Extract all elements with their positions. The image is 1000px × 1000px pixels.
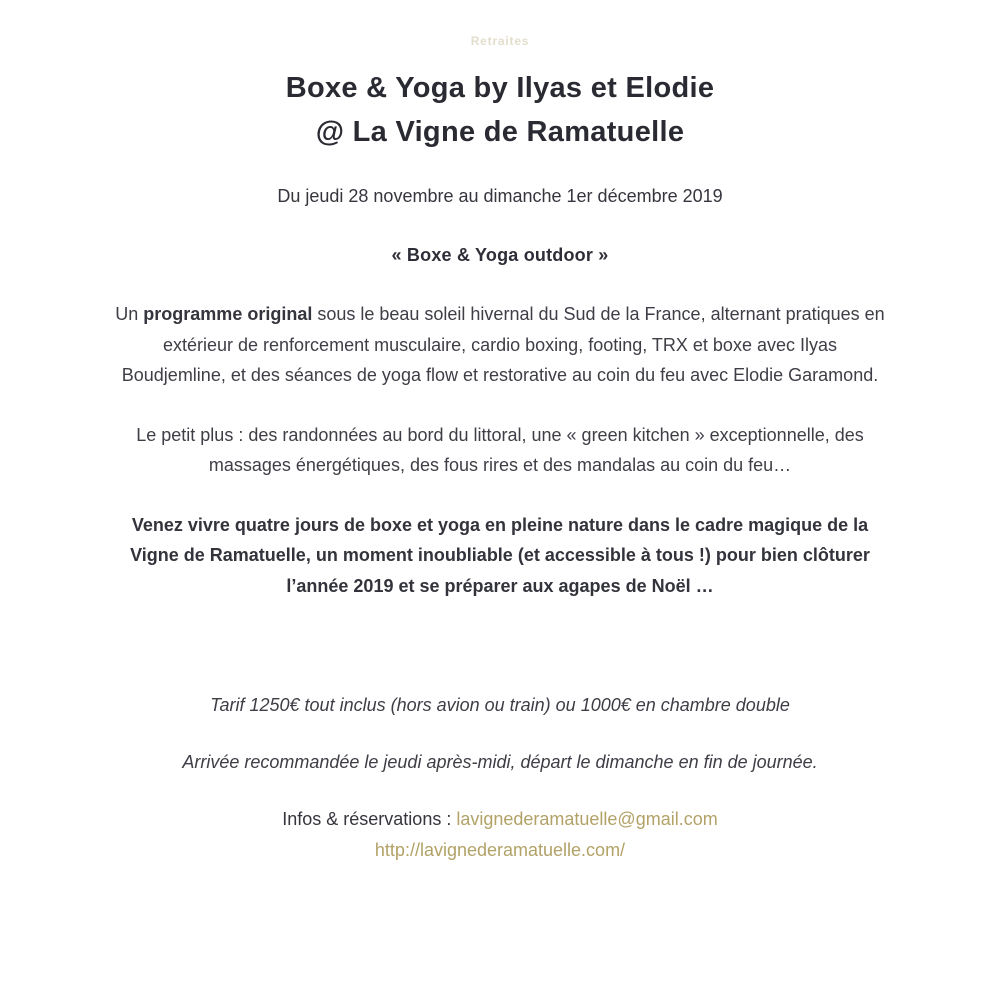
paragraph-program-suffix: sous le beau soleil hivernal du Sud de la France, alternant pratiques en extérieur de renforcement musculaire, cardio boxing, footing, TRX et boxe avec Ilyas Boudjemline, et des séances de yoga flow et restorative au coin du feu avec Elodie Garamond. <box>121 304 885 385</box>
website-link[interactable]: http://lavignederamatuelle.com/ <box>374 840 626 860</box>
date-line: Du jeudi 28 novembre au dimanche 1er décembre 2019 <box>277 186 723 206</box>
paragraph-program <box>110 299 890 391</box>
paragraph-petit-plus: Le petit plus : des randonnées au bord du littoral, une « green kitchen » exceptionnelle, des massages énergétiques, des fous rires et des mandalas au coin du feu… <box>136 424 864 475</box>
paragraph-program-prefix: Un <box>115 304 144 324</box>
paragraph-program-bold: programme original <box>143 304 313 324</box>
page-title-line-2: @ La Vigne de Ramatuelle <box>315 116 685 148</box>
contact-label: Infos & réservations : <box>282 809 457 829</box>
subtitle-quote: « Boxe & Yoga outdoor » <box>391 245 609 265</box>
contact-block <box>110 804 890 866</box>
contact-row-website <box>110 835 890 866</box>
email-link[interactable]: lavignederamatuelle@gmail.com <box>456 809 718 829</box>
price-line: Tarif 1250€ tout inclus (hors avion ou train) ou 1000€ en chambre double <box>210 695 790 715</box>
article-page <box>110 0 890 866</box>
contact-row-email <box>110 804 890 835</box>
category-label[interactable]: Retraites <box>470 34 530 48</box>
page-title <box>110 66 890 154</box>
page-title-line-1: Boxe & Yoga by Ilyas et Elodie <box>285 72 715 104</box>
arrival-line: Arrivée recommandée le jeudi après-midi, départ le dimanche en fin de journée. <box>182 752 818 772</box>
paragraph-venez-vivre: Venez vivre quatre jours de boxe et yoga en pleine nature dans le cadre magique de la Vigne de Ramatuelle, un moment inoubliable (et accessible à tous !) pour bien clôturer l’année 2019 et se préparer aux agapes de Noël … <box>130 514 870 596</box>
